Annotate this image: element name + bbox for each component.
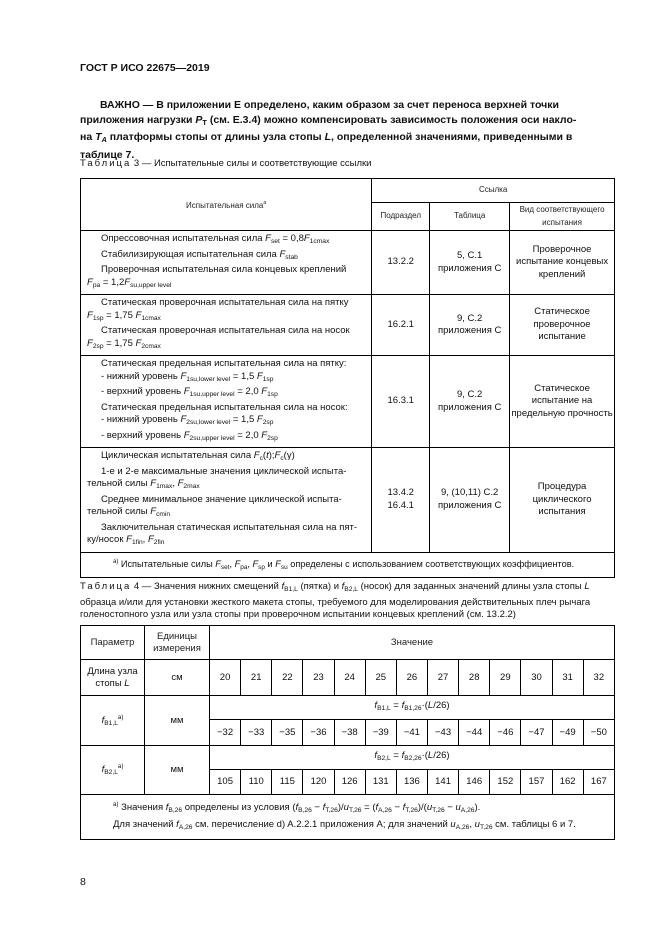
value-cell: 167 bbox=[583, 770, 614, 795]
value-cell: −41 bbox=[396, 720, 427, 746]
value-cell: 141 bbox=[427, 770, 458, 795]
value-cell: −32 bbox=[210, 720, 241, 746]
value-cell: −49 bbox=[552, 720, 583, 746]
table-row bbox=[81, 448, 615, 553]
subsection-cell: 13.2.2 bbox=[372, 231, 430, 295]
subsection-cell: 16.2.1 bbox=[372, 295, 430, 356]
header-units: Единицы измерения bbox=[145, 626, 210, 660]
table-ref-cell: 9, С.2 приложения С bbox=[430, 295, 510, 356]
value-cell: 23 bbox=[303, 660, 334, 696]
value-cell: 115 bbox=[272, 770, 303, 795]
table-ref-cell: 5, С.1 приложения С bbox=[430, 231, 510, 295]
value-cell: 20 bbox=[210, 660, 241, 696]
value-cell: −43 bbox=[427, 720, 458, 746]
table-row bbox=[81, 660, 615, 696]
header-reference: Ссылка bbox=[372, 179, 615, 203]
value-cell: −38 bbox=[334, 720, 365, 746]
table-ref-cell: 9, С.2 приложения С bbox=[430, 356, 510, 448]
important-notice: ВАЖНО — В приложении Е определено, каким образом за счет переноса верхней точки приложения нагрузки $P_T$ (см. Е.3.4) можно компенсировать зависимость положения оси накло- на $T_A$ платформы стопы от длины узла стопы L, определенной значениями, приведенными в таблице 7. bbox=[80, 99, 577, 161]
value-cell: 26 bbox=[396, 660, 427, 696]
header-test-kind: Вид соответствующего испытания bbox=[510, 203, 615, 231]
value-cell: 22 bbox=[272, 660, 303, 696]
value-cell: 25 bbox=[365, 660, 396, 696]
value-cell: 146 bbox=[459, 770, 490, 795]
document-header: ГОСТ Р ИСО 22675—2019 bbox=[80, 62, 210, 74]
value-cell: −36 bbox=[303, 720, 334, 746]
force-cell: Циклическая испытательная сила $F_c(t);F_c(\gamma)$ 1-е и 2-е максимальные значения циклической испыта- тельной силы $F_{1max}$, $F_{2max}$ Среднее минимальное значение циклической испыта- тельной силы $F_{cmin}$ Заключительная статическая испытательная сила на пят- ку/носок $F_{1fin}$, $F_{2fin}$ bbox=[81, 448, 372, 553]
value-cell: −50 bbox=[583, 720, 614, 746]
fb2-formula: $f_{B2,L} = f_{B2,26}\cdot(L/26)$ bbox=[210, 746, 615, 770]
table-ref-cell: 9, (10,11) С.2 приложения С bbox=[430, 448, 510, 553]
value-cell: 28 bbox=[459, 660, 490, 696]
value-cell: −33 bbox=[241, 720, 272, 746]
table-row bbox=[81, 356, 615, 448]
table-row bbox=[81, 231, 615, 295]
header-subsection: Подраздел bbox=[372, 203, 430, 231]
value-cell: −47 bbox=[521, 720, 552, 746]
value-cell: 131 bbox=[365, 770, 396, 795]
unit-cell: мм bbox=[145, 696, 210, 746]
value-cell: 27 bbox=[427, 660, 458, 696]
value-cell: 30 bbox=[521, 660, 552, 696]
value-cell: 32 bbox=[583, 660, 614, 696]
unit-cell: см bbox=[145, 660, 210, 696]
subsection-cell: 16.3.1 bbox=[372, 356, 430, 448]
table4-footnote: $^{a)}$ Значения $f_{B,26}$ определены из условия $(f_{B,26} - f_{T,26})/u_{T,26} = (f_{A,26} - f_{T,26})/(u_{T,26} - u_{A,26})$. Для значений $f_{A,26}$ см. перечисление d) A.2.2.1 приложения A; для значений $u_{A,26}$, $u_{T,26}$ см. таблицы 6 и 7. bbox=[81, 795, 615, 840]
value-cell: −35 bbox=[272, 720, 303, 746]
header-value: Значение bbox=[210, 626, 615, 660]
force-cell: Статическая проверочная испытательная сила на пятку $F_{1sp} = 1,75$ $F_{1cmax}$ Статическая проверочная испытательная сила на носок $F_{2sp} = 1,75$ $F_{2cmax}$ bbox=[81, 295, 372, 356]
fb2-param-cell: $f_{B2,L}^{a)}$ bbox=[81, 746, 145, 795]
value-cell: 21 bbox=[241, 660, 272, 696]
value-cell: 157 bbox=[521, 770, 552, 795]
value-cell: 120 bbox=[303, 770, 334, 795]
value-cell: 105 bbox=[210, 770, 241, 795]
value-cell: 136 bbox=[396, 770, 427, 795]
table-3 bbox=[80, 178, 615, 578]
header-table: Таблица bbox=[430, 203, 510, 231]
fb1-formula: $f_{B1,L} = f_{B1,26}\cdot(L/26)$ bbox=[210, 696, 615, 720]
table-row bbox=[81, 295, 615, 356]
test-kind-cell: Статическое проверочное испытание bbox=[510, 295, 615, 356]
value-cell: 24 bbox=[334, 660, 365, 696]
force-cell: Статическая предельная испытательная сила на пятку: - нижний уровень $F_{1su,lower level} = 1,5$ $F_{1sp}$ - верхний уровень $F_{1su,upper level} = 2,0$ $F_{1sp}$ Статическая предельная испытательная сила на носок: - нижний уровень $F_{2su,lower level} = 1,5$ $F_{2sp}$ - верхний уровень $F_{2su,upper level} = 2,0$ $F_{2sp}$ bbox=[81, 356, 372, 448]
subsection-cell: 13.4.2 16.4.1 bbox=[372, 448, 430, 553]
value-cell: 31 bbox=[552, 660, 583, 696]
table4-caption: Таблица 4 — Значения нижних смещений $f_{B1,L}$ (пятка) и $f_{B2,L}$ (носок) для заданных значений длины узла стопы L образца и/или для установки жесткого макета стопы, требуемого для моделирования действительных плеч рычага голеностопного узла или узла стопы при проверочном испытании концевых креплений (см. 13.2.2) bbox=[80, 581, 591, 620]
value-cell: 29 bbox=[490, 660, 521, 696]
page-number: 8 bbox=[80, 876, 86, 888]
value-cell: 152 bbox=[490, 770, 521, 795]
value-cell: 110 bbox=[241, 770, 272, 795]
header-test-force: Испытательная сила$^a$ bbox=[81, 179, 372, 231]
test-kind-cell: Проверочное испытание концевых креплений bbox=[510, 231, 615, 295]
test-kind-cell: Процедура циклического испытания bbox=[510, 448, 615, 553]
length-param-cell: Длина узла стопы L bbox=[81, 660, 145, 696]
value-cell: 126 bbox=[334, 770, 365, 795]
value-cell: −44 bbox=[459, 720, 490, 746]
test-kind-cell: Статическое испытание на предельную прочность bbox=[510, 356, 615, 448]
fb1-param-cell: $f_{B1,L}^{a)}$ bbox=[81, 696, 145, 746]
table-4 bbox=[80, 625, 615, 840]
unit-cell: мм bbox=[145, 746, 210, 795]
value-cell: 162 bbox=[552, 770, 583, 795]
value-cell: −39 bbox=[365, 720, 396, 746]
force-cell: Опрессовочная испытательная сила $F_{set} = 0,8F_{1cmax}$ Стабилизирующая испытательная сила $F_{stab}$ Проверочная испытательная сила концевых креплений $F_{pa} = 1,2F_{su,upper level}$ bbox=[81, 231, 372, 295]
header-parameter: Параметр bbox=[81, 626, 145, 660]
table3-footnote: $^{a)}$ Испытательные силы $F_{set}$, $F_{pa}$, $F_{sp}$ и $F_{su}$ определены с использованием соответствующих коэффициентов. bbox=[81, 552, 615, 578]
table3-caption: Таблица 3 — Испытательные силы и соответствующие ссылки bbox=[80, 158, 372, 169]
value-cell: −46 bbox=[490, 720, 521, 746]
